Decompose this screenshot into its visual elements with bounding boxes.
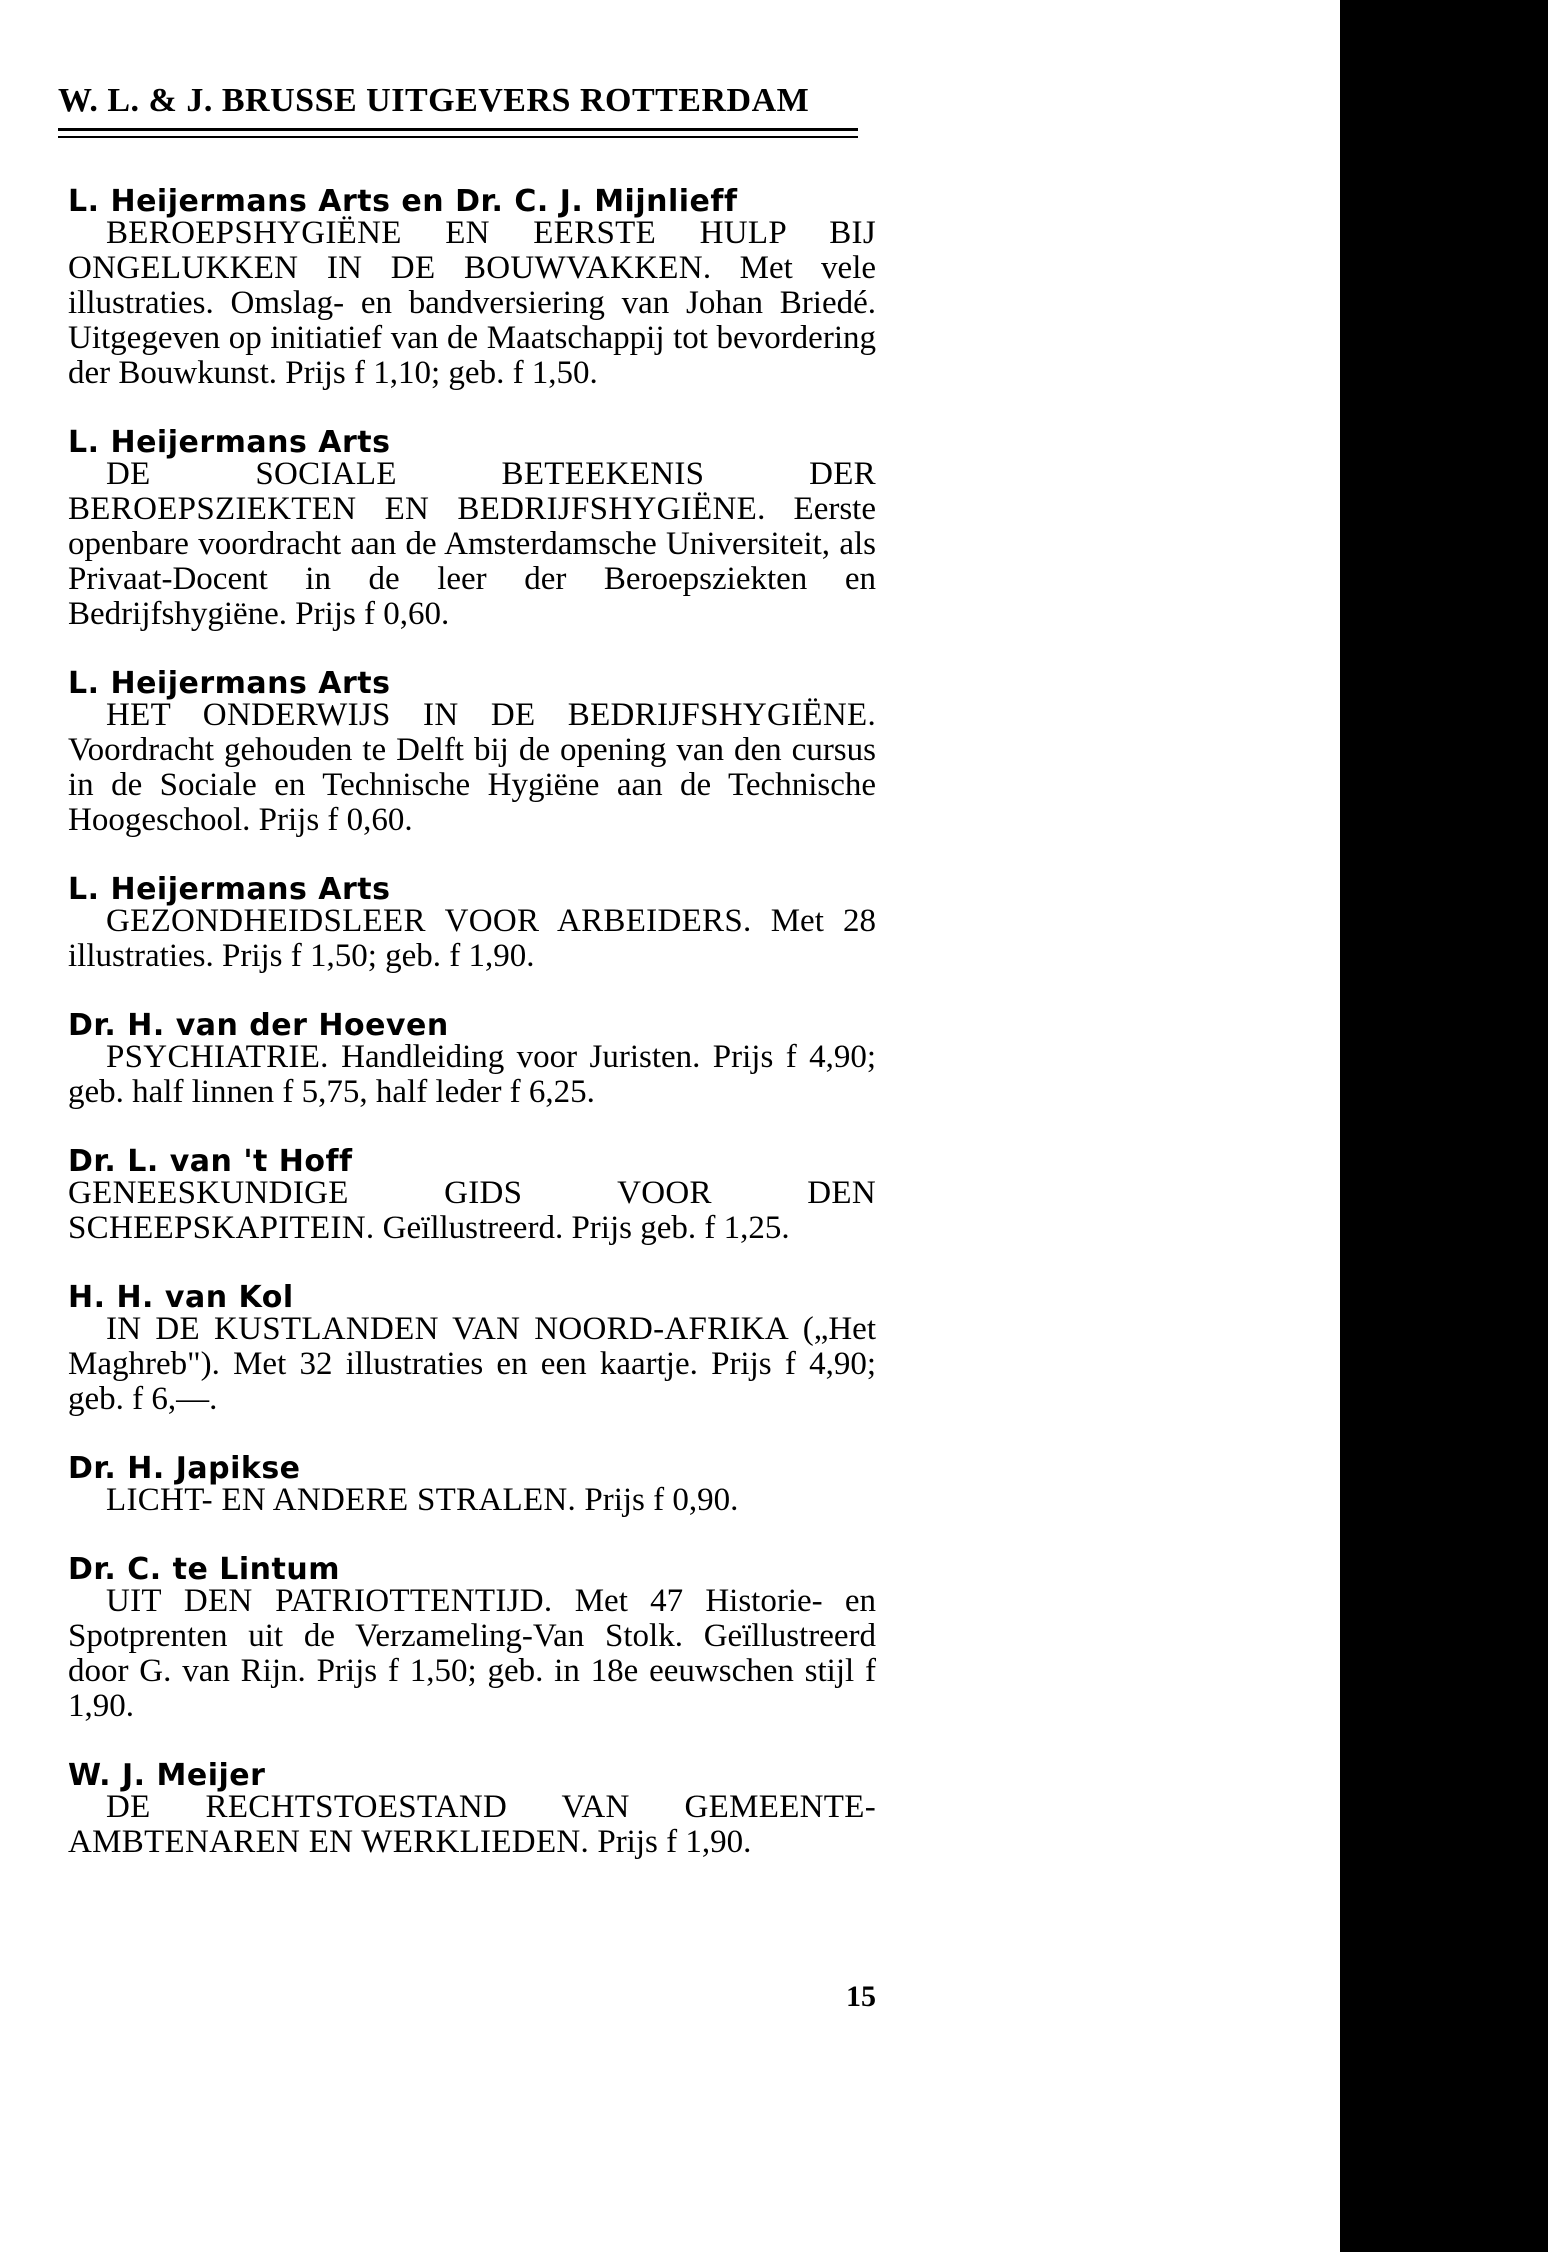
entry-title: HET ONDERWIJS IN DE BEDRIJFSHYGIËNE. — [106, 697, 876, 733]
entry-description — [68, 1040, 876, 1110]
entry-author: Dr. C. te Lintum — [68, 1552, 340, 1587]
book-entry — [68, 1280, 876, 1417]
entry-title: IN DE KUSTLANDEN VAN NOORD-AFRIKA — [106, 1311, 790, 1347]
entry-description — [68, 1790, 876, 1860]
entry-text: Met 47 Historie- en Spotprenten uit de Verzameling-Van Stolk. Geïllustreerd door G. van Rijn. Prijs f 1,50; geb. in 18e eeuwschen stijl f 1,90. — [68, 1583, 877, 1724]
header-rule-top — [58, 128, 858, 131]
entry-description — [68, 1312, 876, 1417]
entry-text: Voordracht gehouden te Delft bij de opening van den cursus in de Sociale en Technische Hygiëne aan de Technische Hoogeschool. Prijs f 0,60. — [68, 732, 876, 838]
entry-author: W. J. Meijer — [68, 1758, 266, 1793]
book-entry — [68, 425, 876, 632]
book-entry — [68, 1008, 876, 1110]
entry-title: GENEESKUNDIGE GIDS VOOR DEN SCHEEPSKAPITEIN. — [68, 1175, 876, 1246]
book-entry — [68, 1451, 876, 1518]
book-list — [68, 184, 877, 1898]
entry-text: Handleiding voor Juristen. Prijs f 4,90; geb. half linnen f 5,75, half leder f 6,25. — [68, 1039, 876, 1110]
entry-description — [68, 1584, 876, 1724]
entry-title: DE RECHTSTOESTAND VAN GEMEENTE-AMBTENAREN EN WERKLIEDEN. — [68, 1789, 876, 1860]
book-entry — [68, 666, 876, 838]
book-entry — [68, 1144, 876, 1246]
book-entry — [68, 872, 876, 974]
entry-title: LICHT- EN ANDERE STRALEN. — [106, 1482, 577, 1518]
entry-description — [68, 1483, 876, 1518]
entry-description — [68, 904, 876, 974]
entry-author: L. Heijermans Arts — [68, 666, 391, 701]
entry-author: Dr. H. Japikse — [68, 1451, 301, 1486]
entry-author: L. Heijermans Arts — [68, 872, 391, 907]
book-entry — [68, 1552, 877, 1724]
page-number: 15 — [846, 1980, 876, 2013]
book-entry — [68, 1758, 876, 1860]
entry-description — [68, 1176, 876, 1246]
publisher-header: W. L. & J. BRUSSE UITGEVERS ROTTERDAM — [58, 82, 810, 119]
entry-title: BEROEPSHYGIËNE EN EERSTE HULP BIJ ONGELUKKEN IN DE BOUWVAKKEN. — [68, 215, 876, 286]
entry-author: H. H. van Kol — [68, 1280, 294, 1315]
entry-text: Prijs f 0,90. — [584, 1482, 739, 1518]
entry-text: Geïllustreerd. Prijs geb. f 1,25. — [382, 1210, 790, 1246]
entry-text: („Het Maghreb"). Met 32 illustraties en een kaartje. Prijs f 4,90; geb. f 6,—. — [68, 1311, 876, 1417]
entry-title: GEZONDHEIDSLEER VOOR ARBEIDERS. — [106, 903, 752, 939]
entry-title: DE SOCIALE BETEEKENIS DER BEROEPSZIEKTEN EN BEDRIJFSHYGIËNE. — [68, 456, 876, 527]
entry-text: Met 28 illustraties. Prijs f 1,50; geb. f 1,90. — [68, 903, 876, 974]
entry-text: Prijs f 1,90. — [597, 1824, 752, 1860]
entry-title: UIT DEN PATRIOTTENTIJD. — [106, 1583, 553, 1619]
book-entry — [68, 184, 877, 391]
scan-border — [1340, 0, 1548, 2252]
entry-description — [68, 216, 876, 391]
header-rule-bottom — [58, 136, 858, 138]
entry-author: Dr. H. van der Hoeven — [68, 1008, 449, 1043]
entry-author: L. Heijermans Arts — [68, 425, 391, 460]
entry-text: Eerste openbare voordracht aan de Amsterdamsche Universiteit, als Privaat-Docent in de leer der Beroepsziekten en Bedrijfshygiëne. Prijs f 0,60. — [68, 491, 876, 632]
entry-author: L. Heijermans Arts en Dr. C. J. Mijnlieff — [68, 184, 738, 219]
entry-description — [68, 457, 876, 632]
entry-text: Met vele illustraties. Omslag- en bandversiering van Johan Briedé. Uitgegeven op initiatief van de Maatschappij tot bevordering der Bouwkunst. Prijs f 1,10; geb. f 1,50. — [68, 250, 877, 391]
entry-author: Dr. L. van 't Hoff — [68, 1144, 353, 1179]
entry-description — [68, 698, 876, 838]
entry-title: PSYCHIATRIE. — [106, 1039, 329, 1075]
